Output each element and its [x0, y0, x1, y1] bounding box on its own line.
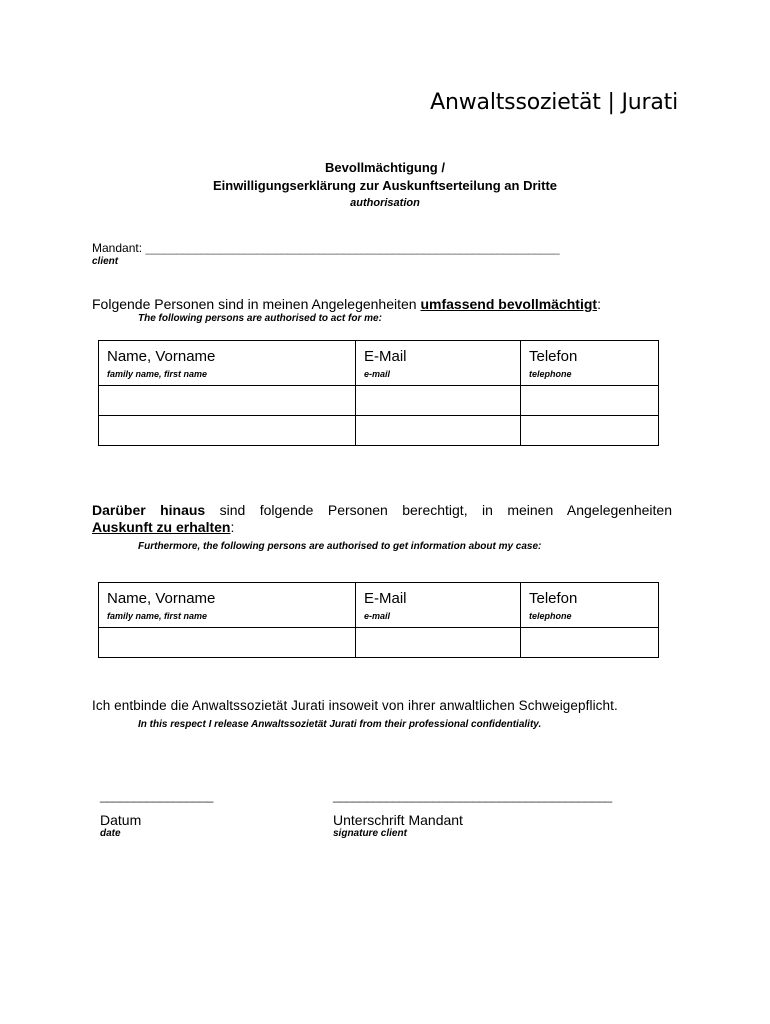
column-label: Name, Vorname — [107, 590, 216, 607]
column-label: Name, Vorname — [107, 348, 216, 365]
section1-text-pre: Folgende Personen sind in meinen Angelegenheiten — [92, 296, 421, 312]
email-cell[interactable] — [356, 416, 521, 446]
column-header-email — [356, 583, 521, 628]
brand-logo-text: Anwaltssozietät | Jurati — [430, 90, 678, 115]
signature-label: Unterschrift Mandant — [333, 812, 463, 828]
information-persons-table — [98, 582, 659, 658]
column-label: E-Mail — [364, 348, 407, 365]
name-cell[interactable] — [99, 386, 356, 416]
mandant-translation: client — [92, 256, 119, 267]
signature-input-line[interactable]: __________________________________________ — [333, 788, 612, 803]
column-label: E-Mail — [364, 590, 407, 607]
table-header-row — [99, 341, 659, 386]
document-title-line2: Einwilligungserklärung zur Auskunftserteilung an Dritte — [212, 178, 558, 193]
section1-emphasis: umfassend bevollmächtigt — [420, 296, 598, 312]
column-sublabel: telephone — [529, 369, 572, 379]
column-sublabel: telephone — [529, 611, 572, 621]
column-header-phone — [521, 341, 659, 386]
email-cell[interactable] — [356, 628, 521, 658]
section1-translation: The following persons are authorised to act for me: — [138, 313, 382, 324]
column-sublabel: family name, first name — [107, 369, 208, 379]
date-label: Datum — [100, 812, 142, 828]
column-label: Telefon — [529, 590, 578, 607]
section2-post: : — [230, 519, 235, 535]
column-sublabel: e-mail — [364, 611, 391, 621]
authorised-persons-table — [98, 340, 659, 446]
date-input-line[interactable]: _________________ — [100, 788, 213, 803]
signature-translation: signature client — [333, 828, 407, 839]
date-translation: date — [100, 828, 121, 839]
column-header-email — [356, 341, 521, 386]
table-row — [99, 386, 659, 416]
section2-translation: Furthermore, the following persons are authorised to get information about my case: — [138, 541, 542, 552]
table-row — [99, 416, 659, 446]
column-label: Telefon — [529, 348, 578, 365]
column-sublabel: e-mail — [364, 369, 391, 379]
mandant-label: Mandant: — [92, 241, 143, 255]
mandant-input-line[interactable]: ___________________________________________________________________ — [145, 241, 560, 255]
release-translation: In this respect I release Anwaltssozietät Jurati from their professional confidentiality. — [138, 719, 542, 730]
name-cell[interactable] — [99, 416, 356, 446]
document-subtitle: authorisation — [350, 197, 420, 209]
table-header-row — [99, 583, 659, 628]
column-sublabel: family name, first name — [107, 611, 208, 621]
phone-cell[interactable] — [521, 416, 659, 446]
phone-cell[interactable] — [521, 628, 659, 658]
phone-cell[interactable] — [521, 386, 659, 416]
section1-text-post: : — [597, 296, 601, 312]
section2-emphasis: Auskunft zu erhalten — [92, 519, 231, 535]
section2-bold: Darüber hinaus — [92, 502, 206, 518]
column-header-phone — [521, 583, 659, 628]
document-title-line1: Bevollmächtigung / — [325, 160, 445, 175]
column-header-name — [99, 583, 356, 628]
column-header-name — [99, 341, 356, 386]
mandant-field[interactable] — [92, 241, 559, 255]
name-cell[interactable] — [99, 628, 356, 658]
release-text: Ich entbinde die Anwaltssozietät Jurati insoweit von ihrer anwaltlichen Schweigepflicht. — [92, 698, 618, 713]
section2-text — [92, 500, 672, 520]
email-cell[interactable] — [356, 386, 521, 416]
table-row — [99, 628, 659, 658]
section2-body: sind folgende Personen berechtigt, in meinen Angelegenheiten — [205, 502, 672, 518]
section2-text-line2 — [92, 519, 234, 535]
section1-text — [92, 296, 601, 312]
